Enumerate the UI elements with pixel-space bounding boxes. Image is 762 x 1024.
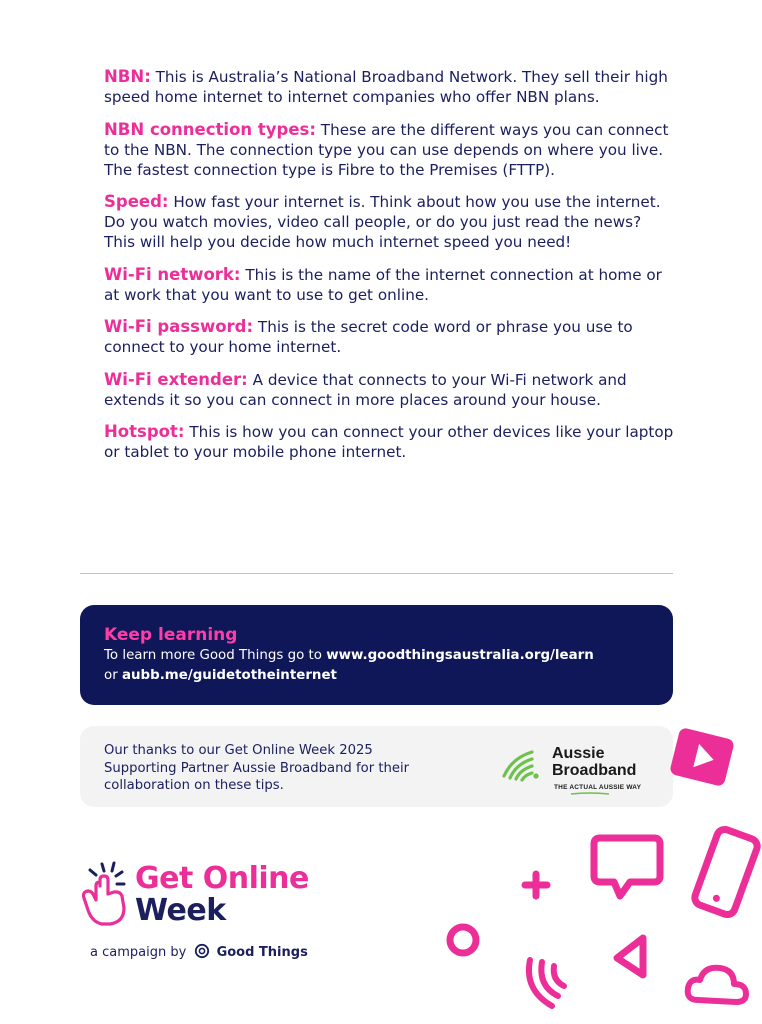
glossary-term: NBN: (104, 67, 151, 86)
glossary-definition: This is Australia’s National Broadband Network. They sell their high speed home internet to internet companies who offer NBN plans. (104, 68, 668, 106)
partner-name-line2: Broadband (552, 762, 637, 779)
phone-icon (693, 827, 760, 917)
glossary-definition: This is the name of the internet connection at home or at work that you want to use to get online. (104, 265, 662, 304)
keep-learning-or: or (104, 668, 122, 683)
glossary-entry-speed (104, 192, 674, 252)
cloud-icon (688, 968, 746, 1002)
chat-bubble-icon (594, 838, 660, 896)
glossary-term: Speed: (104, 192, 169, 211)
keep-learning-title: Keep learning (104, 625, 238, 645)
thanks-text: Our thanks to our Get Online Week 2025 Supporting Partner Aussie Broadband for their collaboration on these tips. (104, 743, 410, 793)
glossary-definition: These are the different ways you can connect to the NBN. The connection type you can use depends on where you live. The fastest connection type is Fibre to the Premises (FTTP). (104, 120, 669, 179)
tagline-underline (570, 792, 610, 796)
partner-name-line1: Aussie (552, 745, 605, 762)
tap-hand-icon (80, 858, 134, 928)
logo-title-line2: Week (135, 893, 226, 928)
glossary-definition: A device that connects to your Wi-Fi network and extends it so you can connect in more places around your house. (104, 370, 627, 409)
ring-icon (450, 927, 476, 953)
glossary-term: Wi-Fi password: (104, 317, 254, 336)
learn-link[interactable]: www.goodthingsaustralia.org/learn (326, 648, 594, 663)
glossary-term: Wi-Fi extender: (104, 369, 248, 389)
play-icon (669, 727, 735, 787)
guide-link[interactable]: aubb.me/guidetotheinternet (121, 668, 337, 683)
glossary-definition: How fast your internet is. Think about how you use the internet. Do you watch movies, video call people, or do you just read the news? This will help you decide how much internet speed you need! (104, 193, 661, 251)
get-online-week-logo (80, 858, 340, 933)
glossary-definition: This is the secret code word or phrase you use to connect to your home internet. (104, 318, 633, 356)
good-things-logo-icon (194, 943, 210, 959)
glossary-entry-wifi-password (104, 317, 674, 357)
keep-learning-panel (80, 605, 673, 705)
glossary-definition: This is how you can connect your other devices like your laptop or tablet to your mobile phone internet. (104, 423, 674, 461)
section-divider (80, 573, 673, 574)
plus-icon (525, 874, 547, 896)
logo-title-line1: Get Online (135, 861, 309, 896)
triangle-icon (617, 938, 643, 975)
wifi-waves-icon (529, 960, 564, 1006)
aussie-broadband-signal-icon (498, 746, 548, 782)
campaign-prefix: a campaign by (90, 945, 187, 960)
glossary-term: Hotspot: (104, 422, 185, 441)
partner-tagline: THE ACTUAL AUSSIE WAY (554, 784, 642, 791)
glossary-term: Wi-Fi network: (104, 264, 241, 284)
glossary-entry-nbn (104, 67, 674, 107)
campaign-org: Good Things (216, 945, 308, 960)
aussie-broadband-logo (498, 740, 648, 796)
glossary-entry-wifi-extender (104, 370, 674, 410)
partner-thanks-panel (80, 726, 673, 807)
glossary-list (104, 67, 674, 475)
campaign-credit (90, 943, 308, 960)
glossary-entry-connection-types (104, 120, 674, 180)
partner-name (552, 745, 636, 779)
keep-learning-text (104, 646, 649, 686)
glossary-entry-wifi-network (104, 265, 674, 305)
glossary-entry-hotspot (104, 422, 674, 462)
glossary-term: NBN connection types: (104, 119, 316, 139)
keep-learning-prefix: To learn more Good Things go to (104, 648, 327, 663)
